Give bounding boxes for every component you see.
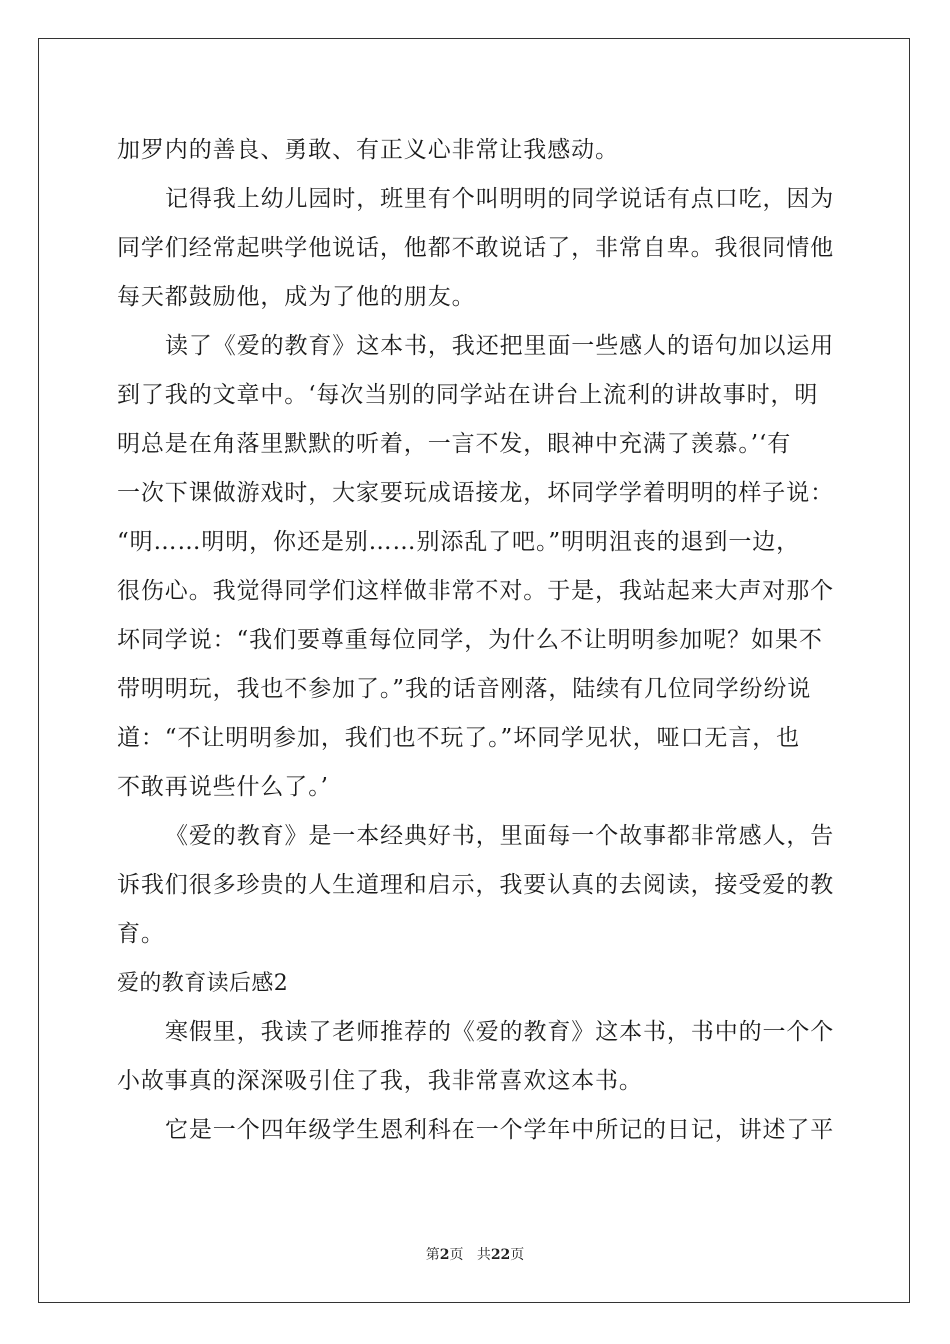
body-line: 坏同学说：“我们要尊重每位同学，为什么不让明明参加呢？如果不 [117, 627, 823, 653]
section-heading: 爱的教育读后感2 [117, 971, 289, 996]
paragraph-start-line: 《爱的教育》是一本经典好书，里面每一个故事都非常感人，告 [165, 823, 835, 849]
total-suffix: 页 [510, 1247, 525, 1263]
body-line: 带明明玩，我也不参加了。”我的话音刚落，陆续有几位同学纷纷说 [117, 676, 812, 702]
body-line: 育。 [117, 921, 165, 947]
body-line: 到了我的文章中。‘每次当别的同学站在讲台上流利的讲故事时，明 [117, 382, 819, 408]
body-line: 加罗内的善良、勇敢、有正义心非常让我感动。 [117, 137, 619, 163]
body-line: 一次下课做游戏时，大家要玩成语接龙，坏同学学着明明的样子说： [117, 480, 834, 506]
body-line: 很伤心。我觉得同学们这样做非常不对。于是，我站起来大声对那个 [117, 578, 834, 604]
body-line: 诉我们很多珍贵的人生道理和启示，我要认真的去阅读，接受爱的教 [117, 872, 834, 898]
total-prefix: 共 [476, 1247, 491, 1263]
body-line: 小故事真的深深吸引住了我，我非常喜欢这本书。 [117, 1068, 643, 1094]
paragraph-start-line: 寒假里，我读了老师推荐的《爱的教育》这本书，书中的一个个 [165, 1019, 835, 1045]
page-number: 2 [439, 1247, 450, 1263]
body-line: 不敢再说些什么了。’ [117, 774, 329, 800]
paragraph-start-line: 读了《爱的教育》这本书，我还把里面一些感人的语句加以运用 [165, 333, 835, 359]
page-prefix: 第 [425, 1247, 440, 1263]
paragraph-start-line: 它是一个四年级学生恩利科在一个学年中所记的日记，讲述了平 [165, 1117, 835, 1143]
paragraph-start-line: 记得我上幼儿园时，班里有个叫明明的同学说话有点口吃，因为 [165, 186, 835, 212]
body-line: 同学们经常起哄学他说话，他都不敢说话了，非常自卑。我很同情他 [117, 235, 834, 261]
page-suffix: 页 [449, 1247, 464, 1263]
page-footer [0, 1244, 950, 1264]
body-line: 明总是在角落里默默的听着，一言不发，眼神中充满了羡慕。’‘有 [117, 431, 792, 457]
body-line: 道：“不让明明参加，我们也不玩了。”坏同学见状，哑口无言，也 [117, 725, 801, 751]
document-body [117, 126, 837, 1155]
total-pages: 22 [490, 1247, 511, 1263]
body-line: “明……明明，你还是别……别添乱了吧。”明明沮丧的退到一边， [117, 529, 801, 555]
body-line: 每天都鼓励他，成为了他的朋友。 [117, 284, 476, 310]
